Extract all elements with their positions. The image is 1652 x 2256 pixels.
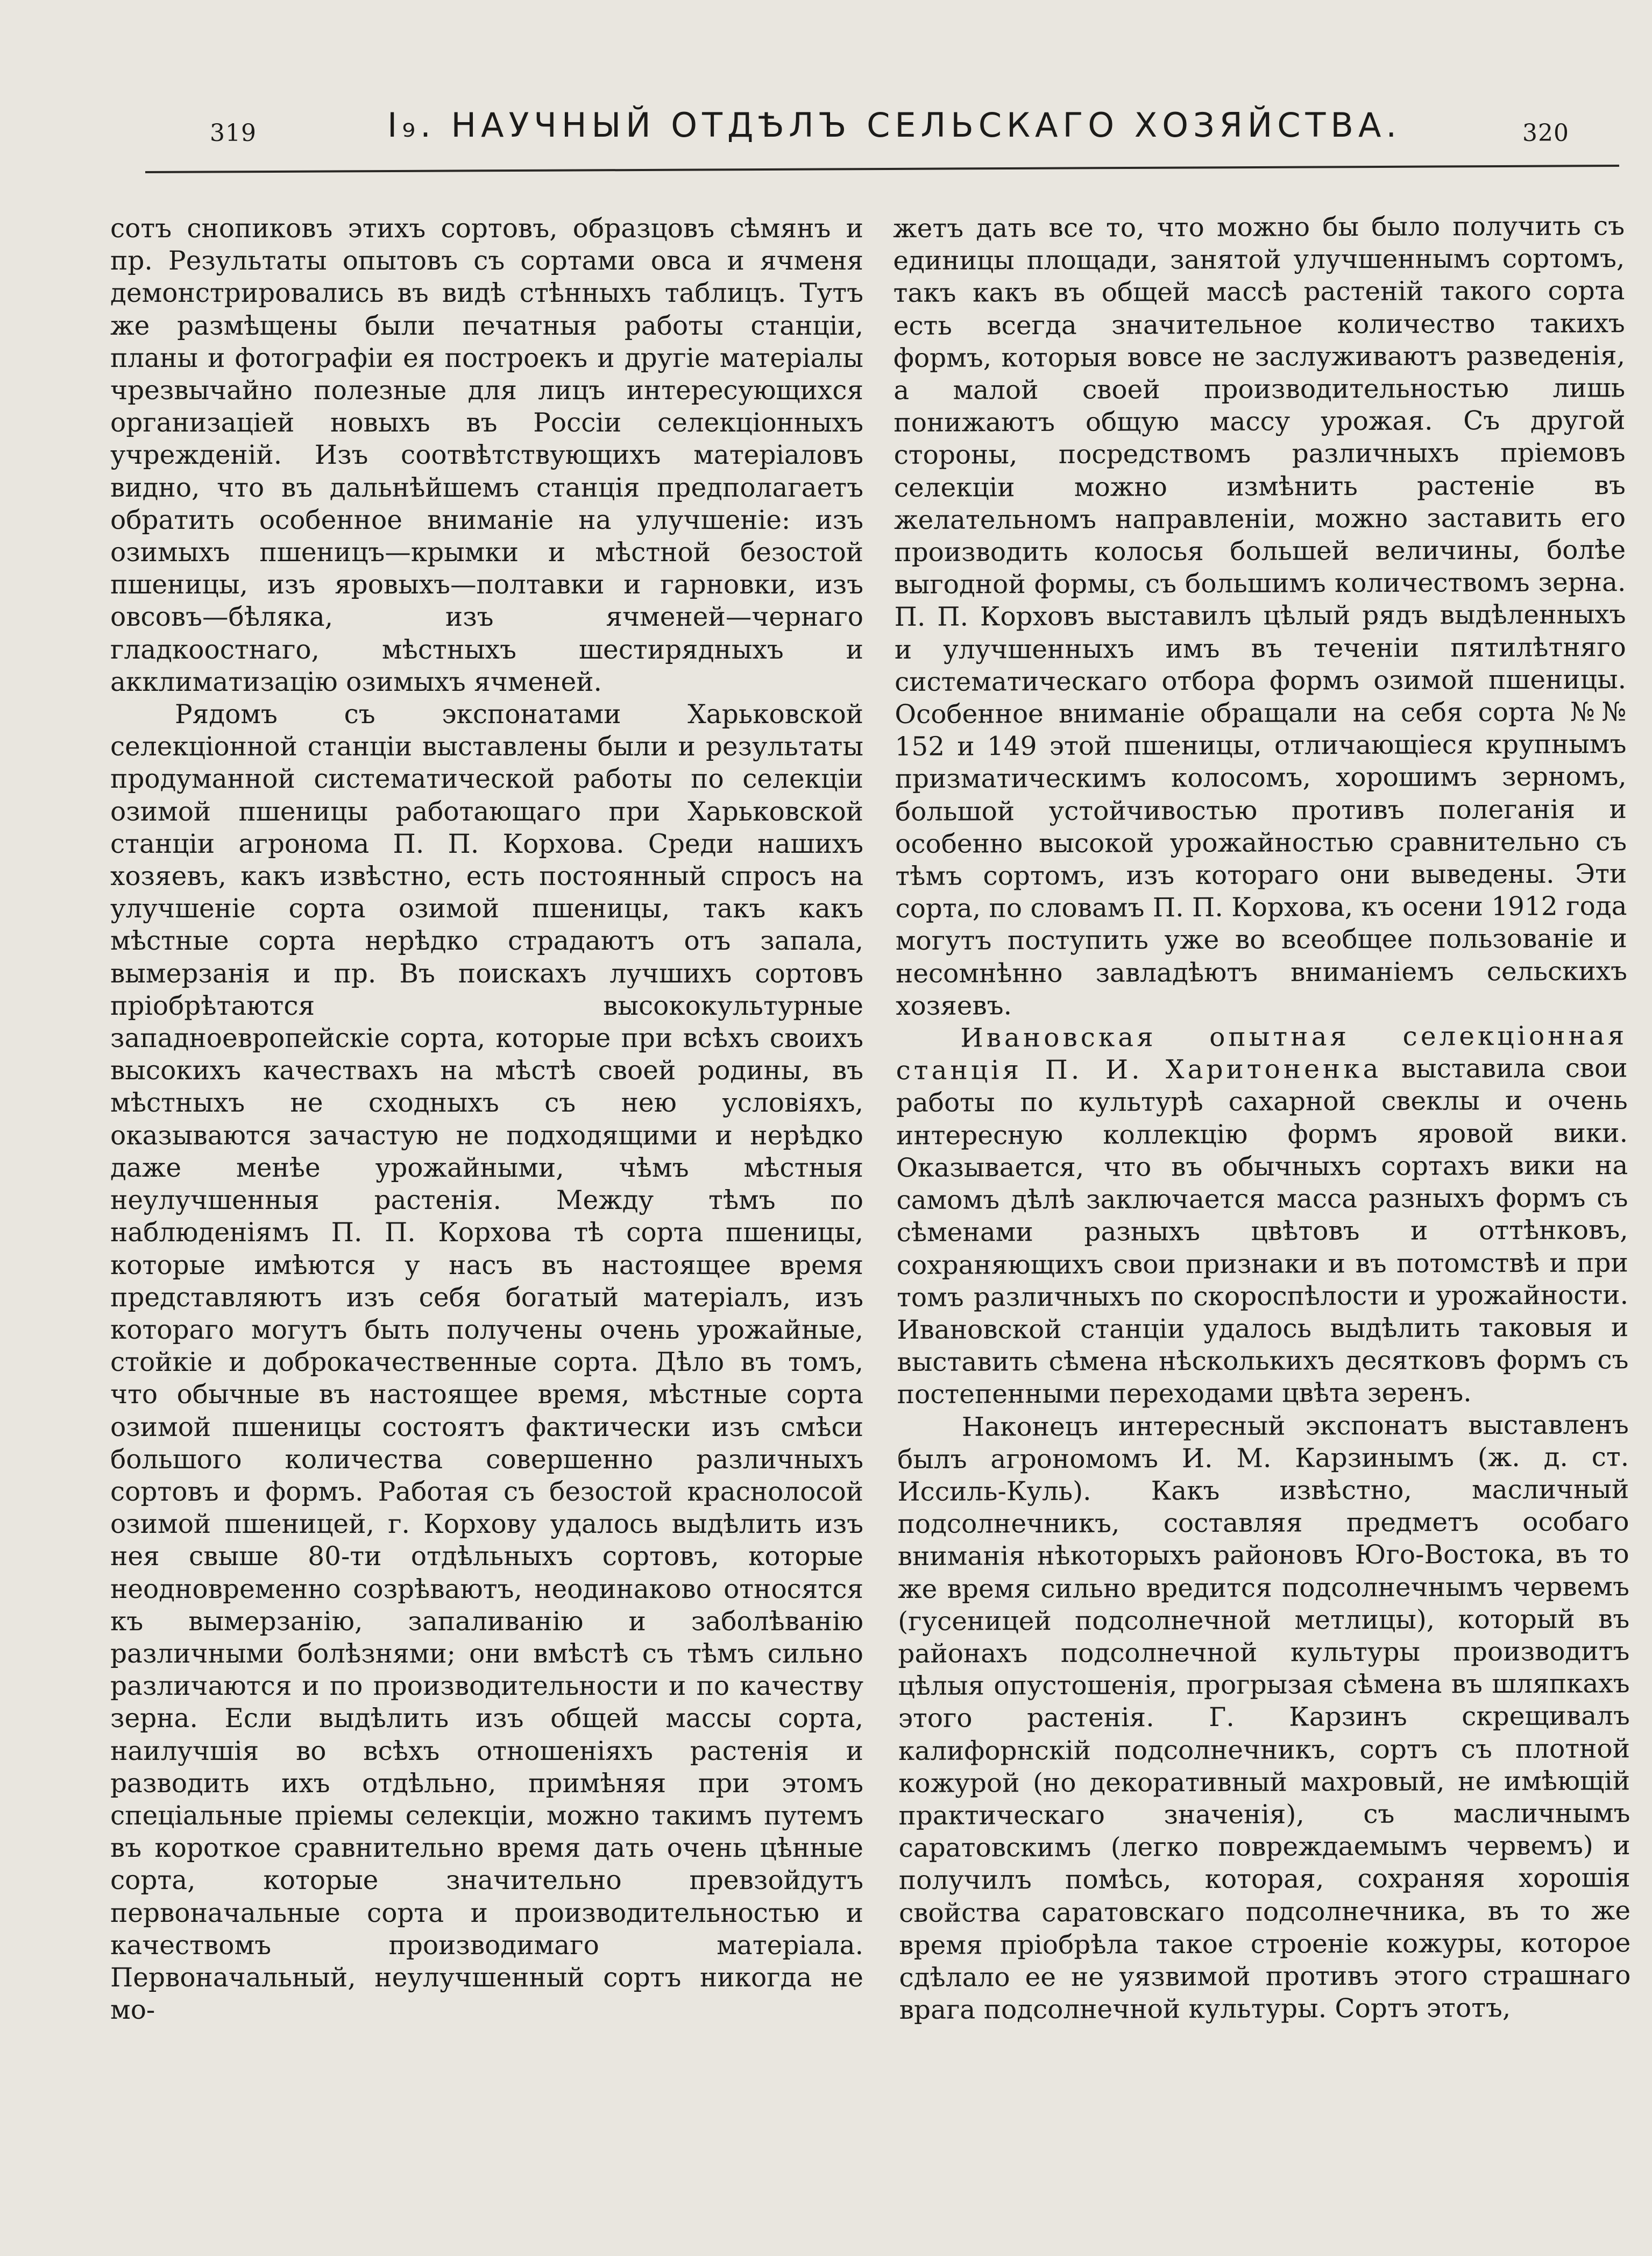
left-column (110, 213, 863, 2026)
station-name-spaced: Ивановская опытная селекціонная станція П. И. Харитоненка (896, 1021, 1628, 1086)
left-paragraph-1: сотъ снопиковъ этихъ сортовъ, образцовъ сѣмянъ и пр. Результаты опытовъ съ сортами овса и ячменя демонстрировались въ видѣ стѣнныхъ таблицъ. Тутъ же размѣщены были печатныя работы станціи, планы и фотографіи ея построекъ и другіе матеріалы чрезвычайно полезные для лицъ интересующихся организаціей новыхъ въ Россіи селекціонныхъ учрежденій. Изъ соотвѣтствующихъ матеріаловъ видно, что въ дальнѣйшемъ станція предполагаетъ обратить особенное вниманіе на улучшеніе: изъ озимыхъ пшеницъ—крымки и мѣстной безостой пшеницы, изъ яровыхъ—полтавки и гарновки, изъ овсовъ—бѣляка, изъ ячменей—чернаго гладкоостнаго, мѣстныхъ шестирядныхъ и акклиматизацію озимыхъ ячменей. (110, 214, 863, 697)
page-number-left: 319 (210, 119, 257, 147)
running-title: I₉. НАУЧНЫЙ ОТДѢЛЪ СЕЛЬСКАГО ХОЗЯЙСТВА. (387, 105, 1402, 145)
right-paragraph-2-text: выставила свои работы по культурѣ сахарной свеклы и очень интересную коллекцію формъ яровой вики. Оказывается, что въ обычныхъ сортахъ вики на самомъ дѣлѣ заключается масса разныхъ формъ съ сѣменами разныхъ цвѣтовъ и оттѣнковъ, сохраняющихъ свои признаки и въ потомствѣ и при томъ различныхъ по скороспѣлости и урожайности. Ивановской станціи удалось выдѣлить таковыя и выставить сѣмена нѣсколькихъ десятковъ формъ съ постепенными переходами цвѣта зеренъ. (896, 1053, 1629, 1410)
right-column (893, 210, 1631, 2026)
right-paragraph-3: Наконецъ интересный экспонатъ выставленъ былъ агрономомъ И. М. Карзинымъ (ж. д. ст. Иссиль-Куль). Какъ извѣстно, масличный подсолнечникъ, составляя предметъ особаго вниманія нѣкоторыхъ районовъ Юго-Востока, въ то же время сильно вредится подсолнечнымъ червемъ (гусеницей подсолнечной метлицы), который въ районахъ подсолнечной культуры производитъ цѣлыя опустошенія, прогрызая сѣмена въ шляпкахъ этого растенія. Г. Карзинъ скрещивалъ калифорнскій подсолнечникъ, сортъ съ плотной кожурой (но декоративный махровый, не имѣющій практическаго значенія), съ масличнымъ саратовскимъ (легко повреждаемымъ червемъ) и получилъ помѣсь, которая, сохраняя хорошія свойства саратовскаго подсолнечника, въ то же время пріобрѣла такое строеніе кожуры, которое сдѣлало ее не уязвимой противъ этого страшнаго врага подсолнечной культуры. Сортъ этотъ, (897, 1409, 1631, 2026)
page-number-right: 320 (1522, 119, 1569, 147)
header-rule (145, 165, 1619, 173)
left-paragraph-2: Рядомъ съ экспонатами Харьковской селекціонной станціи выставлены были и результаты продуманной систематической работы по селекціи озимой пшеницы работающаго при Харьковской станціи агронома П. П. Корхова. Среди нашихъ хозяевъ, какъ извѣстно, есть постоянный спросъ на улучшеніе сорта озимой пшеницы, такъ какъ мѣстные сорта нерѣдко страдаютъ отъ запала, вымерзанія и пр. Въ поискахъ лучшихъ сортовъ пріобрѣтаются высококультурные западноевропейскіе сорта, которые при всѣхъ своихъ высокихъ качествахъ на мѣстѣ своей родины, въ мѣстныхъ не сходныхъ съ нею условіяхъ, оказываются зачастую не подходящими и нерѣдко даже менѣе урожайными, чѣмъ мѣстныя неулучшенныя растенія. Между тѣмъ по наблюденіямъ П. П. Корхова тѣ сорта пшеницы, которые имѣются у насъ въ настоящее время представляютъ изъ себя богатый матеріалъ, изъ котораго могутъ быть получены очень урожайные, стойкіе и доброкачественные сорта. Дѣло въ томъ, что обычные въ настоящее время, мѣстные сорта озимой пшеницы состоятъ фактически изъ смѣси большого количества совершенно различныхъ сортовъ и формъ. Работая съ безостой краснолосой озимой пшеницей, г. Корхову удалось выдѣлить изъ нея свыше 80-ти отдѣльныхъ сортовъ, которые неодновременно созрѣваютъ, неодинаково относятся къ вымерзанію, запаливанію и заболѣванію различными болѣзнями; они вмѣстѣ съ тѣмъ сильно различаются и по производительности и по качеству зерна. Если выдѣлить изъ общей массы сорта, наилучшія во всѣхъ отношеніяхъ растенія и разводить ихъ отдѣльно, примѣняя при этомъ спеціальные пріемы селекціи, можно такимъ путемъ въ короткое сравнительно время дать очень цѣнные сорта, которые значительно превзойдутъ первоначальные сорта и производительностью и качествомъ производимаго матеріала. Первоначальный, неулучшенный сортъ никогда не мо- (110, 699, 863, 2026)
right-paragraph-2 (896, 1020, 1629, 1411)
right-paragraph-1: жетъ дать все то, что можно бы было получить съ единицы площади, занятой улучшеннымъ сортомъ, такъ какъ въ общей массѣ растеній такого сорта есть всегда значительное количество такихъ формъ, которыя вовсе не заслуживаютъ разведенія, а малой своей производительностью лишь понижаютъ общую массу урожая. Съ другой стороны, посредствомъ различныхъ пріемовъ селекціи можно измѣнить растеніе въ желательномъ направленіи, можно заставить его производить колосья большей величины, болѣе выгодной формы, съ большимъ количествомъ зерна. П. П. Корховъ выставилъ цѣлый рядъ выдѣленныхъ и улучшенныхъ имъ въ теченіи пятилѣтняго систематическаго отбора формъ озимой пшеницы. Особенное вниманіе обращали на себя сорта №№ 152 и 149 этой пшеницы, отличающіеся крупнымъ призматическимъ колосомъ, хорошимъ зерномъ, большой устойчивостью противъ полеганія и особенно высокой урожайностью сравнительно съ тѣмъ сортомъ, изъ котораго они выведены. Эти сорта, по словамъ П. П. Корхова, къ осени 1912 года могутъ поступить уже во всеобщее пользованіе и несомнѣнно завладѣютъ вниманіемъ сельскихъ хозяевъ. (893, 211, 1628, 1021)
